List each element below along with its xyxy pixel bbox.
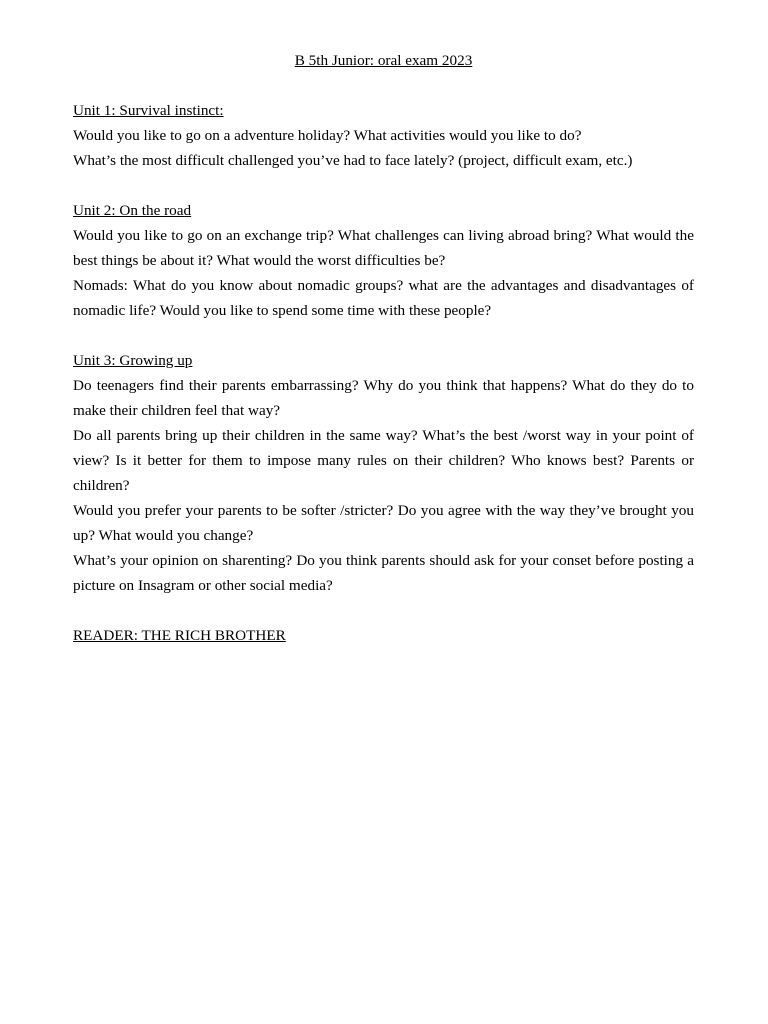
reader-title: READER: THE RICH BROTHER xyxy=(73,627,286,644)
unit-3-question-2: Do all parents bring up their children in the same way? What’s the best /worst way in your point of view? Is it better for them to impose many rules on their children? Who knows best? Parents or children? xyxy=(73,427,694,494)
unit-3-question-1: Do teenagers find their parents embarrassing? Why do you think that happens? What do they do to make their children feel that way? xyxy=(73,377,694,419)
unit-1-section xyxy=(73,98,694,173)
unit-1-question-1: Would you like to go on a adventure holiday? What activities would you like to do? xyxy=(73,127,582,144)
unit-2-section xyxy=(73,198,694,323)
unit-2-question-2: Nomads: What do you know about nomadic groups? what are the advantages and disadvantages of nomadic life? Would you like to spend some time with these people? xyxy=(73,277,694,319)
unit-2-question-1: Would you like to go on an exchange trip? What challenges can living abroad bring? What would the best things be about it? What would the worst difficulties be? xyxy=(73,227,694,269)
unit-1-question-2: What’s the most difficult challenged you’ve had to face lately? (project, difficult exam, etc.) xyxy=(73,152,633,169)
unit-2-heading: Unit 2: On the road xyxy=(73,202,192,219)
document-page xyxy=(73,48,694,663)
unit-3-section xyxy=(73,348,694,598)
unit-1-heading: Unit 1: Survival instinct: xyxy=(73,102,224,119)
unit-3-question-3: Would you prefer your parents to be softer /stricter? Do you agree with the way they’ve brought you up? What would you change? xyxy=(73,502,694,544)
unit-3-heading: Unit 3: Growing up xyxy=(73,352,193,369)
unit-3-question-4: What’s your opinion on sharenting? Do you think parents should ask for your conset before posting a picture on Insagram or other social media? xyxy=(73,552,694,594)
document-title: B 5th Junior: oral exam 2023 xyxy=(294,52,473,69)
